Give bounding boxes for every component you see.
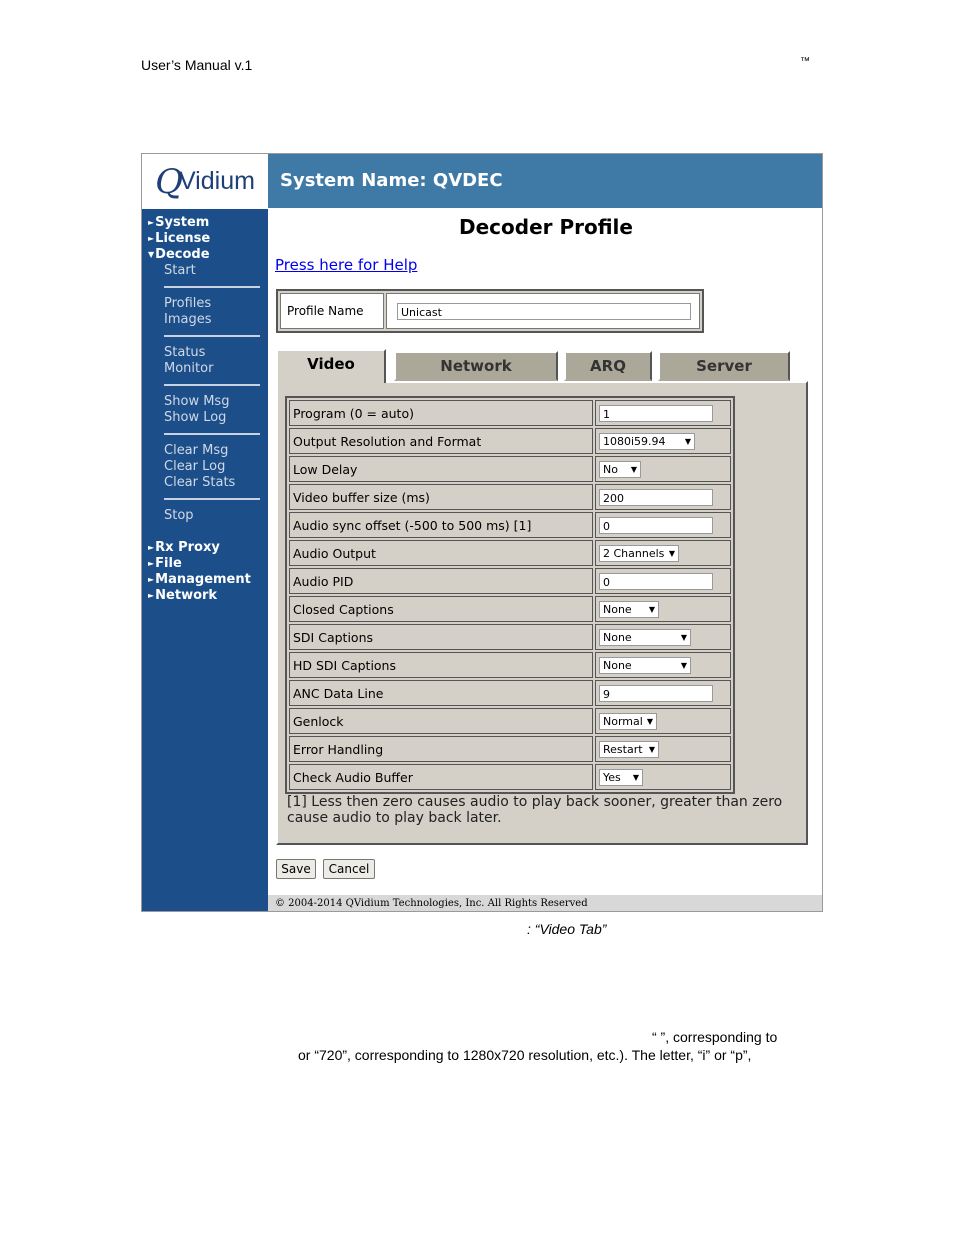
hd-sdi-captions-label: HD SDI Captions xyxy=(289,652,593,678)
tab-network[interactable]: Network xyxy=(394,351,558,381)
output-resolution-label: Output Resolution and Format xyxy=(289,428,593,454)
sidebar-item-status[interactable]: Status xyxy=(164,345,206,360)
tab-video[interactable]: Video xyxy=(276,349,386,383)
output-resolution-select[interactable]: 1080i59.94 ▼ xyxy=(599,433,695,450)
profile-name-input[interactable]: Unicast xyxy=(397,303,691,320)
dropdown-arrow-icon: ▼ xyxy=(684,436,691,446)
table-row xyxy=(289,652,731,678)
body-text-line: “ ”, corresponding to xyxy=(652,1029,778,1045)
closed-captions-label: Closed Captions xyxy=(289,596,593,622)
audio-sync-label: Audio sync offset (-500 to 500 ms) [1] xyxy=(289,512,593,538)
sidebar-item-start[interactable]: Start xyxy=(164,263,196,278)
sidebar-item-license[interactable]: ►License xyxy=(148,231,211,246)
sidebar-item-management[interactable]: ►Management xyxy=(148,572,251,587)
video-buffer-label: Video buffer size (ms) xyxy=(289,484,593,510)
qvidium-logo: Q Vidium xyxy=(142,154,268,209)
sidebar-item-monitor[interactable]: Monitor xyxy=(164,361,214,376)
video-settings-table xyxy=(285,396,735,794)
table-row xyxy=(289,456,731,482)
tab-arq[interactable]: ARQ xyxy=(564,351,652,381)
cancel-button[interactable]: Cancel xyxy=(323,859,375,879)
table-row xyxy=(289,708,731,734)
system-name-banner: System Name: QVDEC xyxy=(268,154,823,208)
sidebar-item-clear-msg[interactable]: Clear Msg xyxy=(164,443,229,458)
sidebar-item-clear-log[interactable]: Clear Log xyxy=(164,459,226,474)
collapsed-arrow-icon: ► xyxy=(148,218,155,227)
sidebar-item-rx-proxy[interactable]: ►Rx Proxy xyxy=(148,540,220,555)
table-row xyxy=(289,512,731,538)
genlock-select[interactable]: Normal ▼ xyxy=(599,713,657,730)
collapsed-arrow-icon: ► xyxy=(148,559,155,568)
table-row xyxy=(289,764,731,790)
copyright-footer: © 2004-2014 QVidium Technologies, Inc. All Rights Reserved xyxy=(268,895,823,912)
dropdown-arrow-icon: ▼ xyxy=(680,660,687,670)
dropdown-arrow-icon: ▼ xyxy=(648,744,655,754)
expanded-arrow-icon: ▼ xyxy=(148,250,155,259)
error-handling-select[interactable]: Restart ▼ xyxy=(599,741,659,758)
sidebar-item-file[interactable]: ►File xyxy=(148,556,182,571)
sidebar-item-network[interactable]: ►Network xyxy=(148,588,218,603)
sidebar xyxy=(142,209,268,912)
video-tab-panel xyxy=(276,381,808,845)
dropdown-arrow-icon: ▼ xyxy=(680,632,687,642)
audio-pid-label: Audio PID xyxy=(289,568,593,594)
audio-output-label: Audio Output xyxy=(289,540,593,566)
sidebar-item-show-log[interactable]: Show Log xyxy=(164,410,227,425)
dropdown-arrow-icon: ▼ xyxy=(630,464,637,474)
sidebar-divider xyxy=(164,433,260,435)
sidebar-item-system[interactable]: ►System xyxy=(148,215,210,230)
tab-server[interactable]: Server xyxy=(658,351,790,381)
check-audio-buffer-label: Check Audio Buffer xyxy=(289,764,593,790)
sidebar-item-show-msg[interactable]: Show Msg xyxy=(164,394,230,409)
figure-caption: : “Video Tab” xyxy=(527,921,607,937)
closed-captions-select[interactable]: None ▼ xyxy=(599,601,659,618)
table-row xyxy=(289,596,731,622)
low-delay-select[interactable]: No ▼ xyxy=(599,461,641,478)
sdi-captions-label: SDI Captions xyxy=(289,624,593,650)
audio-sync-input[interactable]: 0 xyxy=(599,517,713,534)
collapsed-arrow-icon: ► xyxy=(148,543,155,552)
dropdown-arrow-icon: ▼ xyxy=(632,772,639,782)
program-label: Program (0 = auto) xyxy=(289,400,593,426)
profile-name-label: Profile Name xyxy=(280,293,384,329)
manual-header-title: User’s Manual v.1 xyxy=(141,57,253,73)
table-row xyxy=(289,680,731,706)
anc-data-line-input[interactable]: 9 xyxy=(599,685,713,702)
sidebar-item-clear-stats[interactable]: Clear Stats xyxy=(164,475,236,490)
dropdown-arrow-icon: ▼ xyxy=(648,604,655,614)
table-row xyxy=(289,736,731,762)
program-input[interactable]: 1 xyxy=(599,405,713,422)
help-link[interactable]: Press here for Help xyxy=(275,256,418,274)
table-row xyxy=(289,484,731,510)
table-row xyxy=(289,568,731,594)
error-handling-label: Error Handling xyxy=(289,736,593,762)
collapsed-arrow-icon: ► xyxy=(148,591,155,600)
sidebar-item-images[interactable]: Images xyxy=(164,312,212,327)
anc-data-line-label: ANC Data Line xyxy=(289,680,593,706)
profile-name-box xyxy=(276,289,704,333)
sidebar-divider xyxy=(164,384,260,386)
table-row xyxy=(289,400,731,426)
sidebar-item-decode[interactable]: ▼Decode xyxy=(148,247,210,262)
sidebar-divider xyxy=(164,335,260,337)
video-buffer-input[interactable]: 200 xyxy=(599,489,713,506)
dropdown-arrow-icon: ▼ xyxy=(646,716,653,726)
audio-pid-input[interactable]: 0 xyxy=(599,573,713,590)
audio-sync-footnote: [1] Less then zero causes audio to play back sooner, greater than zero cause audio to play back later. xyxy=(287,794,783,826)
collapsed-arrow-icon: ► xyxy=(148,575,155,584)
sidebar-item-profiles[interactable]: Profiles xyxy=(164,296,212,311)
sidebar-divider xyxy=(164,498,260,500)
save-button[interactable]: Save xyxy=(276,859,316,879)
table-row xyxy=(289,428,731,454)
genlock-label: Genlock xyxy=(289,708,593,734)
main-content xyxy=(268,209,823,912)
dropdown-arrow-icon: ▼ xyxy=(668,548,675,558)
sidebar-item-stop[interactable]: Stop xyxy=(164,508,194,523)
app-window xyxy=(141,153,823,912)
hd-sdi-captions-select[interactable]: None ▼ xyxy=(599,657,691,674)
audio-output-select[interactable]: 2 Channels ▼ xyxy=(599,545,679,562)
check-audio-buffer-select[interactable]: Yes ▼ xyxy=(599,769,643,786)
sidebar-divider xyxy=(164,286,260,288)
table-row xyxy=(289,540,731,566)
collapsed-arrow-icon: ► xyxy=(148,234,155,243)
sdi-captions-select[interactable]: None ▼ xyxy=(599,629,691,646)
trademark-mark: ™ xyxy=(800,56,810,67)
table-row xyxy=(289,624,731,650)
page-title: Decoder Profile xyxy=(459,215,633,239)
body-text-line: or “720”, corresponding to 1280x720 resolution, etc.). The letter, “i” or “p”, xyxy=(298,1047,752,1063)
low-delay-label: Low Delay xyxy=(289,456,593,482)
